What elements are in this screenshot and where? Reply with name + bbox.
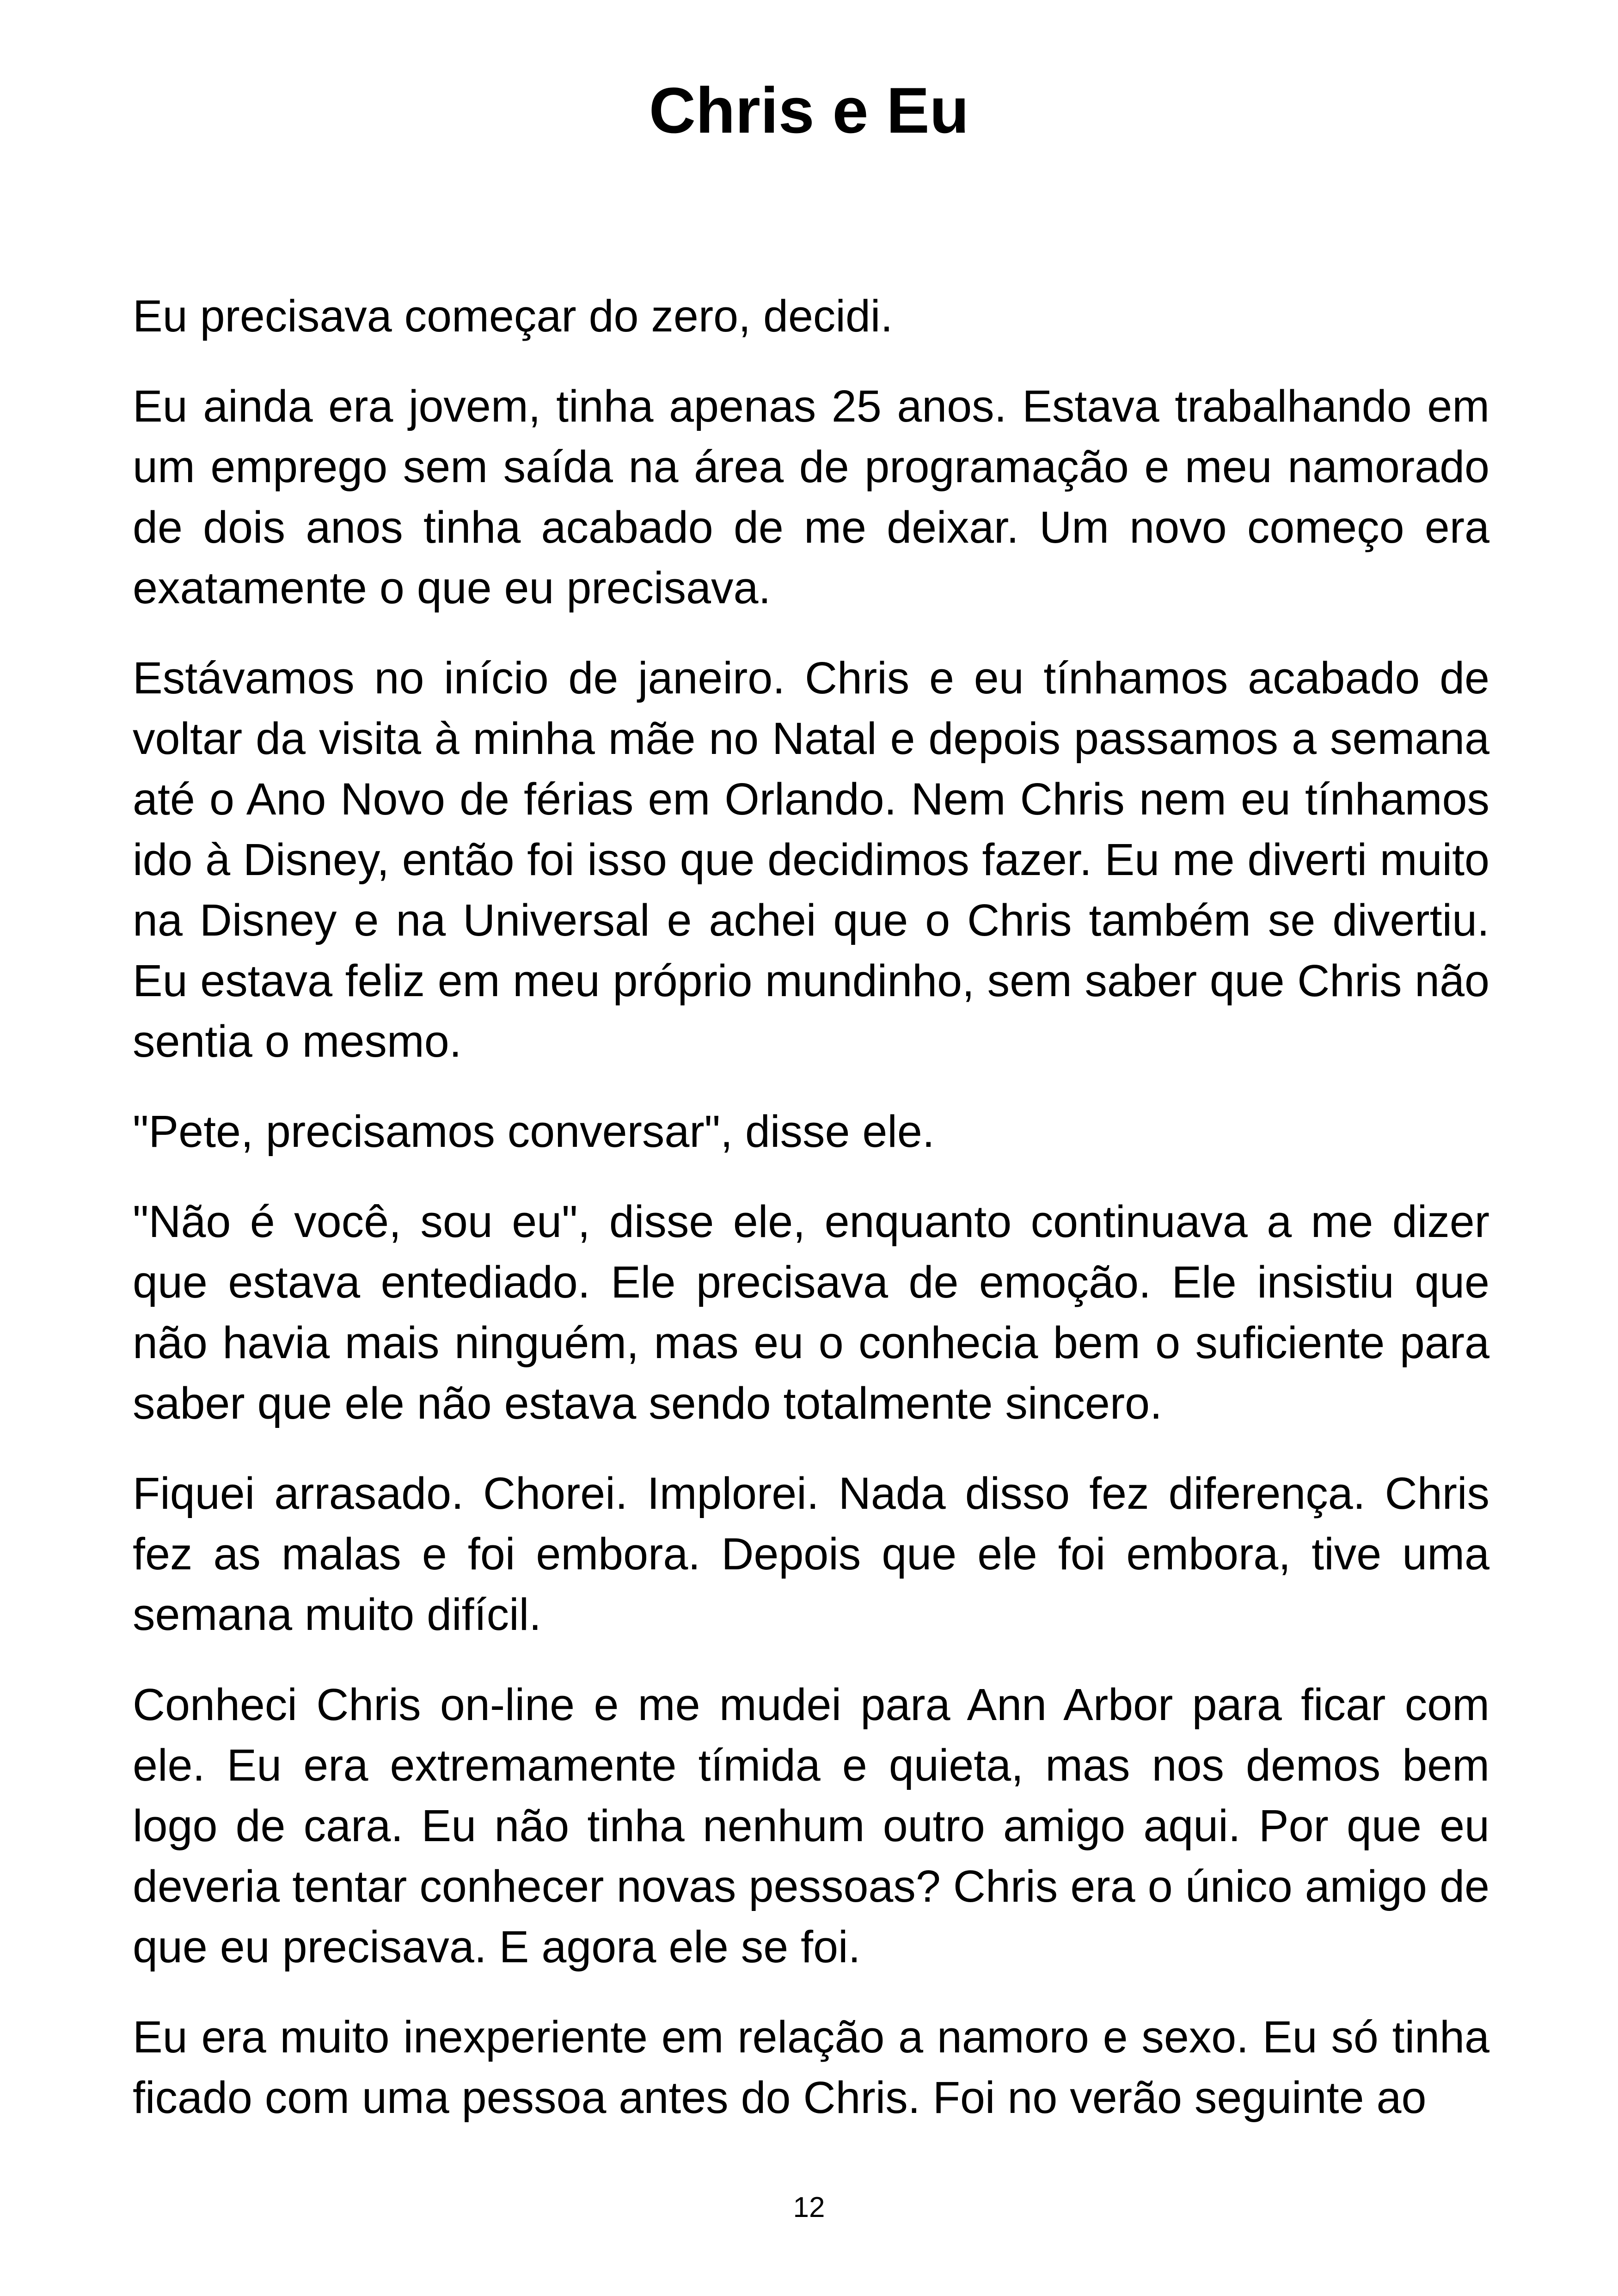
paragraph: "Pete, precisamos conversar", disse ele. bbox=[133, 1106, 935, 1157]
paragraph: Eu era muito inexperiente em relação a namoro e sexo. Eu só tinha ficado com uma pessoa antes do Chris. Foi no verão seguinte ao bbox=[133, 2012, 1489, 2123]
page-number: 12 bbox=[793, 2192, 825, 2223]
paragraph: Eu precisava começar do zero, decidi. bbox=[133, 291, 893, 341]
paragraph: "Não é você, sou eu", disse ele, enquanto continuava a me dizer que estava entediado. Ele precisava de emoção. Ele insistiu que não havia mais ninguém, mas eu o conhecia bem o suficiente para saber que ele não estava sendo totalmente sincero. bbox=[133, 1196, 1489, 1428]
body-text bbox=[133, 286, 1489, 2157]
paragraph: Conheci Chris on-line e me mudei para Ann Arbor para ficar com ele. Eu era extremamente tímida e quieta, mas nos demos bem logo de cara. Eu não tinha nenhum outro amigo aqui. Por que eu deveria tentar conhecer novas pessoas? Chris era o único amigo de que eu precisava. E agora ele se foi. bbox=[133, 1679, 1489, 1972]
paragraph: Eu ainda era jovem, tinha apenas 25 anos. Estava trabalhando em um emprego sem saída na área de programação e meu namorado de dois anos tinha acabado de me deixar. Um novo começo era exatamente o que eu precisava. bbox=[133, 381, 1489, 613]
paragraph: Fiquei arrasado. Chorei. Implorei. Nada disso fez diferença. Chris fez as malas e foi embora. Depois que ele foi embora, tive uma semana muito difícil. bbox=[133, 1468, 1489, 1640]
page-title: Chris e Eu bbox=[649, 74, 969, 147]
paragraph: Estávamos no início de janeiro. Chris e eu tínhamos acabado de voltar da visita à minha mãe no Natal e depois passamos a semana até o Ano Novo de férias em Orlando. Nem Chris nem eu tínhamos ido à Disney, então foi isso que decidimos fazer. Eu me diverti muito na Disney e na Universal e achei que o Chris também se divertiu. Eu estava feliz em meu próprio mundinho, sem saber que Chris não sentia o mesmo. bbox=[133, 653, 1489, 1066]
